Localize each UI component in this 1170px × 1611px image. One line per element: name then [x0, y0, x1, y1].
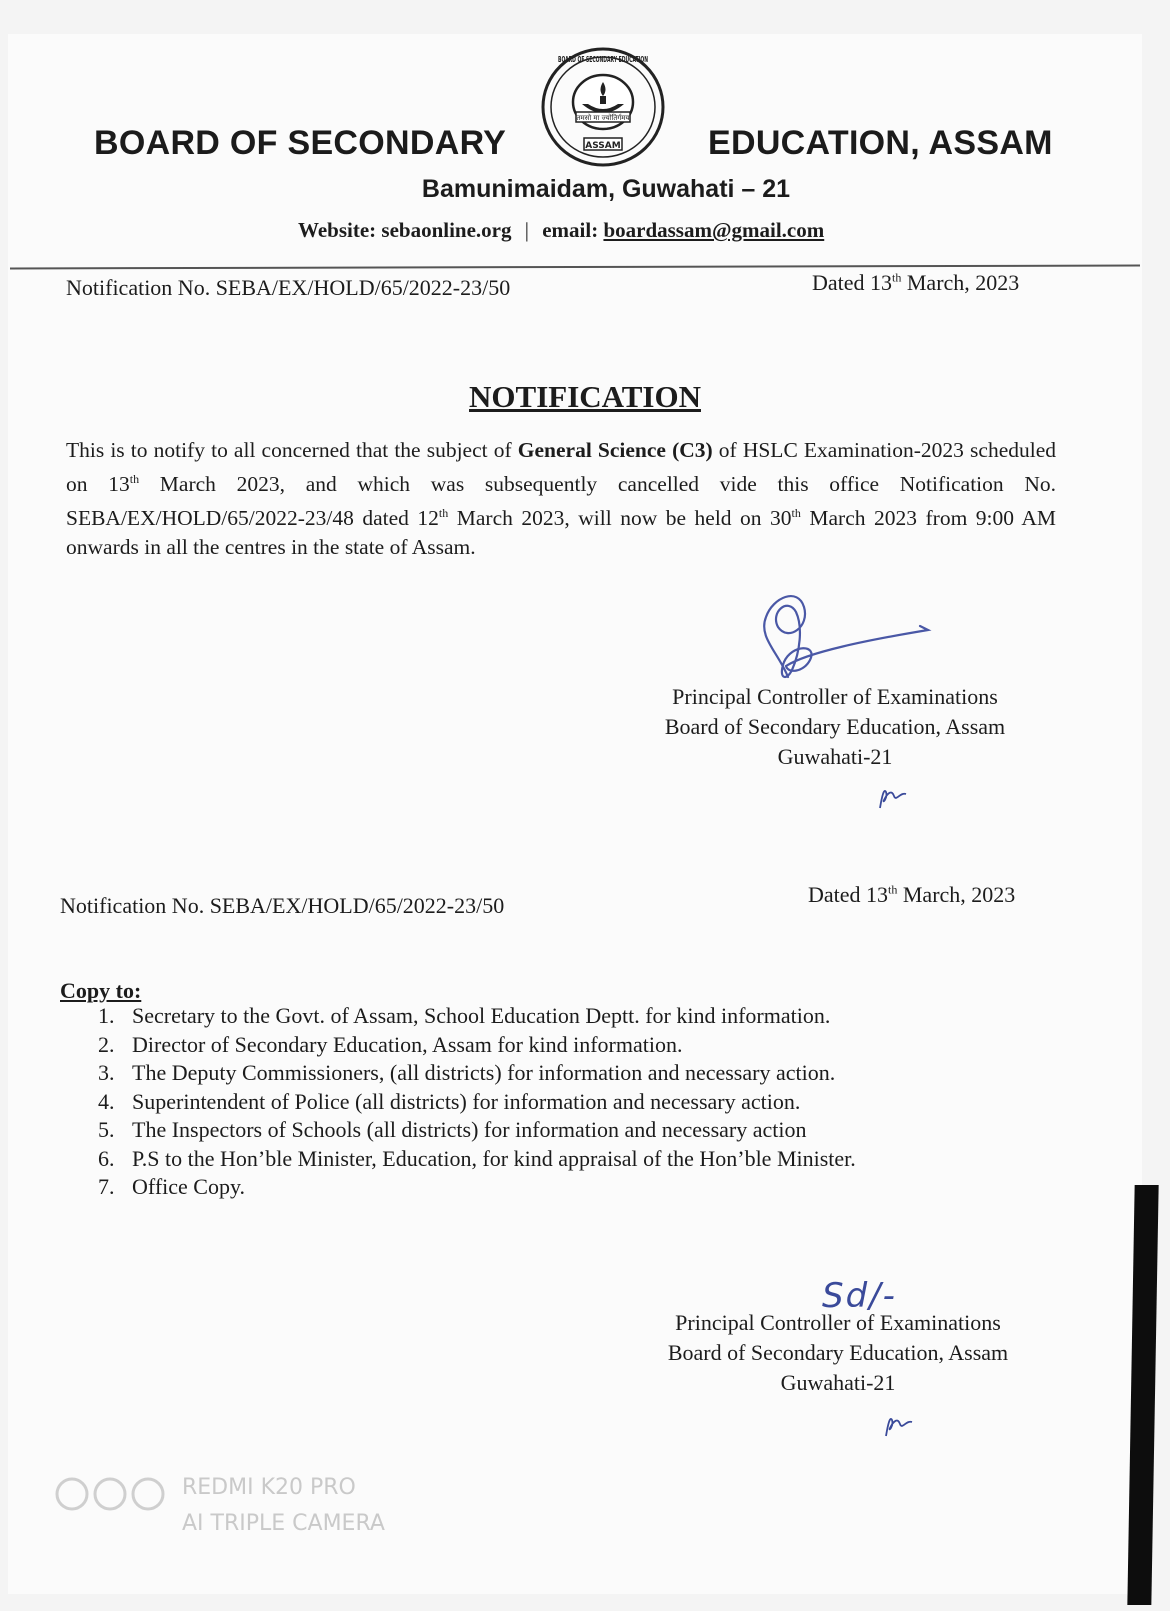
email-link[interactable]: boardassam@gmail.com — [603, 218, 825, 242]
sd-mark: Sd/- — [822, 1276, 897, 1316]
notification-body: This is to notify to all concerned that the subject of General Science (C3) of HSLC Examination-2023 scheduled on 13th March 2023, and which was subsequently cancelled vide this office Notification No. SEBA/EX/HOLD/65/2022-23/48 dated 12th March 2023, will now be held on 30th March 2023 from 9:00 AM onwards in all the centres in the state of Assam. — [66, 438, 1057, 560]
notification-number: Notification No. SEBA/EX/HOLD/65/2022-23/50 — [66, 275, 511, 300]
initials-icon — [874, 782, 910, 812]
list-item: 5. The Inspectors of Schools (all districts) for information and necessary action — [98, 1117, 807, 1142]
triple-camera-icon — [54, 1474, 166, 1514]
org-name-right: EDUCATION, ASSAM — [708, 124, 1053, 162]
signatory-title: Principal Controller of Examinations — [672, 684, 998, 709]
seal-outer-text: BOARD OF SECONDARY EDUCATION — [558, 55, 648, 64]
contact-line — [298, 218, 824, 243]
notification-title: NOTIFICATION — [469, 379, 701, 414]
email-label: email: — [542, 218, 599, 242]
signatory-block-1 — [650, 682, 1020, 772]
seal-bottom-text: ASSAM — [585, 141, 621, 151]
seal-motto: तमसो मा ज्योतिर्गमय — [576, 114, 630, 122]
website-text: Website: sebaonline.org — [298, 218, 512, 242]
copy-notification-date: Dated 13th March, 2023 — [808, 882, 1016, 907]
subject-name: General Science (C3) — [517, 438, 713, 462]
watermark-line-2: AI TRIPLE CAMERA — [182, 1511, 385, 1536]
list-item: 2. Director of Secondary Education, Assam for kind information. — [98, 1031, 683, 1057]
contact-separator: | — [524, 218, 529, 242]
copy-notification-number: Notification No. SEBA/EX/HOLD/65/2022-23/50 — [60, 893, 505, 918]
org-name-left: BOARD OF SECONDARY — [94, 124, 507, 162]
list-item: 6. P.S to the Hon’ble Minister, Education, for kind appraisal of the Hon’ble Minister. — [98, 1145, 856, 1171]
signatory-org: Board of Secondary Education, Assam — [664, 714, 1006, 739]
signatory-block-2 — [652, 1308, 1024, 1398]
list-item: 7. Office Copy. — [98, 1174, 246, 1199]
signatory-city: Guwahati-21 — [777, 744, 893, 769]
board-seal-icon — [538, 44, 668, 170]
signatory-title: Principal Controller of Examinations — [675, 1310, 1001, 1335]
signatory-org: Board of Secondary Education, Assam — [667, 1340, 1009, 1365]
copy-to-list — [98, 1002, 856, 1202]
list-item: 3. The Deputy Commissioners, (all districts) for information and necessary action. — [98, 1060, 836, 1085]
watermark-line-1: REDMI K20 PRO — [182, 1475, 356, 1500]
list-item: 4. Superintendent of Police (all districts) for information and necessary action. — [98, 1088, 801, 1114]
org-address: Bamunimaidam, Guwahati – 21 — [421, 175, 791, 203]
copy-to-heading: Copy to: — [60, 978, 142, 1003]
signatory-city: Guwahati-21 — [780, 1370, 896, 1395]
signature-mark-icon — [748, 582, 948, 692]
initials-icon — [880, 1410, 916, 1440]
notification-date: Dated 13th March, 2023 — [812, 270, 1020, 295]
list-item: 1. Secretary to the Govt. of Assam, School Education Deptt. for kind information. — [98, 1003, 831, 1028]
